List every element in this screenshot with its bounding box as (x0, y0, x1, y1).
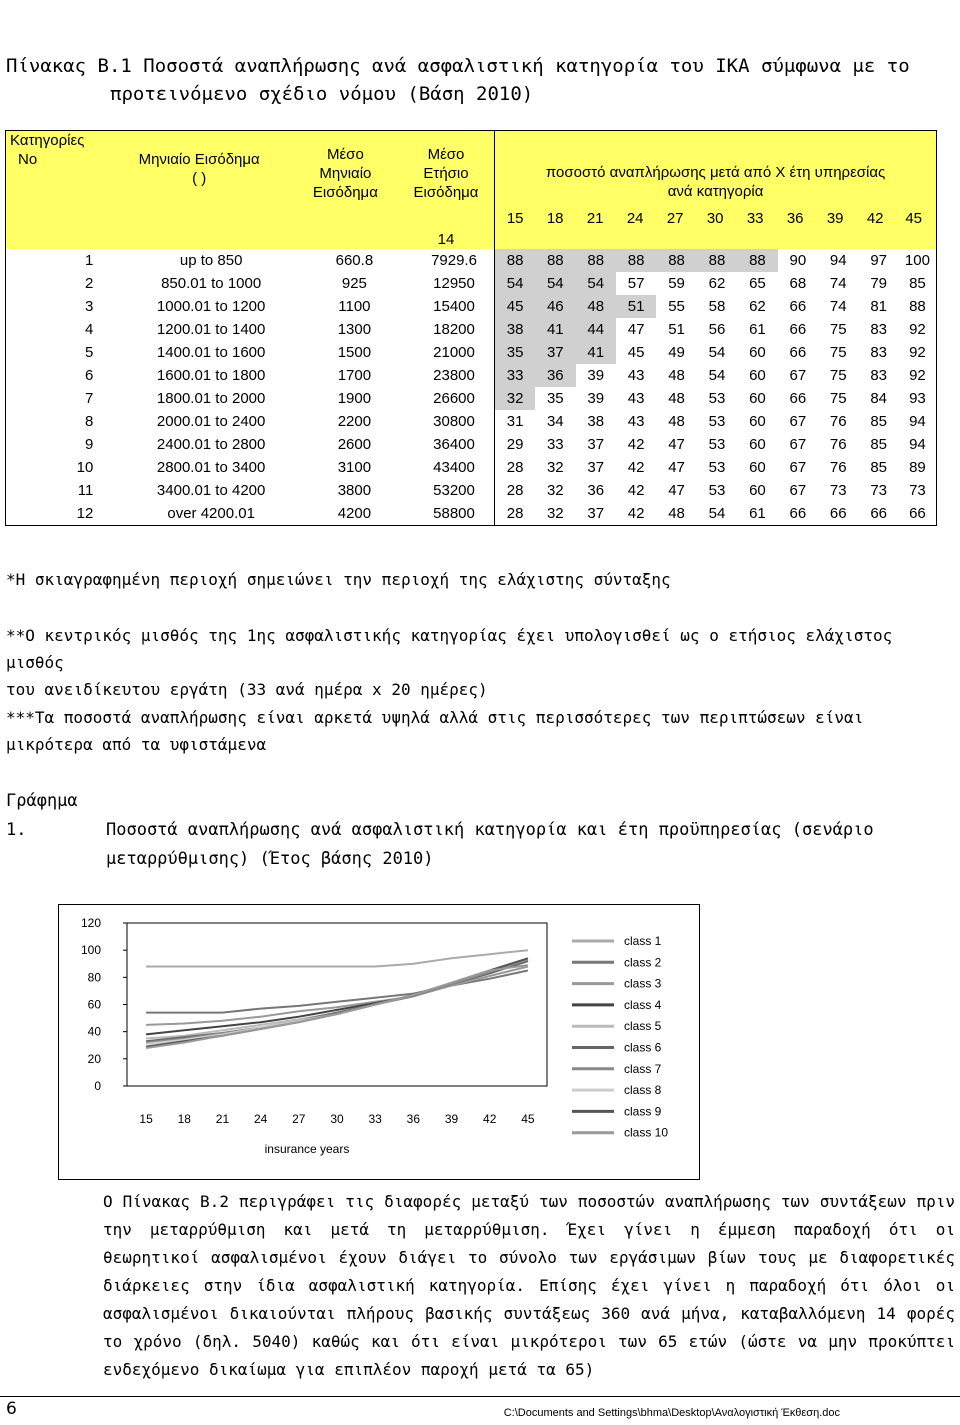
rate-cell: 54 (708, 367, 726, 384)
rate-cell: 85 (899, 272, 937, 295)
table-cell: 4 (6, 318, 106, 341)
header-avg-monthly: Μέσο (327, 146, 364, 163)
rate-cell: 54 (495, 272, 535, 295)
rate-cell: 67 (789, 436, 807, 453)
table-cell: 10 (6, 456, 106, 479)
rate-cell: 48 (668, 413, 685, 430)
rate-cell: 42 (627, 459, 645, 476)
rate-cell: 43 (627, 390, 645, 407)
rate-cell: 42 (627, 436, 645, 453)
rate-cell: 65 (749, 275, 766, 292)
rate-cell: 53 (708, 459, 726, 476)
rate-cell: 94 (899, 410, 937, 433)
rate-cell: 88 (576, 249, 616, 272)
page-title (6, 52, 946, 108)
rate-cell: 39 (587, 390, 605, 407)
table-cell: 26600 (433, 390, 475, 407)
rate-cell: 67 (789, 367, 807, 384)
table-cell: 1500 (337, 344, 372, 361)
table-row (6, 479, 937, 502)
table-cell: 12 (6, 502, 106, 526)
rate-cell: 66 (858, 502, 898, 526)
header-avg-annual: Μέσο (427, 146, 465, 163)
rate-cell: 33 (495, 364, 535, 387)
replacement-rate-chart (59, 905, 699, 1179)
rate-cell: 31 (495, 410, 535, 433)
rate-cell: 60 (749, 436, 766, 453)
rate-cell: 48 (668, 367, 685, 384)
table-row (6, 433, 937, 456)
rate-cell: 43 (627, 413, 645, 430)
header-rate-title: ποσοστό αναπλήρωσης μετά από Χ έτη υπηρεσίας (545, 164, 886, 181)
rate-cell: 100 (899, 249, 937, 272)
rate-cell: 66 (789, 390, 807, 407)
rate-cell: 54 (576, 272, 616, 295)
table-cell: over 4200.01 (105, 502, 293, 526)
rate-cell: 75 (829, 390, 847, 407)
table-cell: 5 (6, 341, 106, 364)
table-row (6, 502, 937, 526)
table-cell: 18200 (433, 321, 475, 338)
table-cell: 1100 (338, 298, 371, 315)
rate-cell: 44 (576, 318, 616, 341)
rate-cell: 93 (899, 387, 937, 410)
x-tick-label: 36 (406, 1112, 421, 1126)
table-cell: 1300 (337, 321, 372, 338)
x-tick-label: 15 (139, 1112, 153, 1126)
table-row (6, 249, 937, 272)
legend-label: class 9 (624, 1104, 662, 1119)
header-monthly-income: Μηνιαίο Εισόδημα (138, 151, 260, 168)
y-tick-label: 40 (87, 1024, 101, 1039)
rate-cell: 84 (870, 390, 888, 407)
rate-cell: 60 (749, 367, 766, 384)
rate-cell: 53 (708, 482, 726, 499)
rate-cell: 32 (495, 387, 535, 410)
rate-cell: 94 (899, 433, 937, 456)
year-header: 45 (905, 210, 923, 227)
rate-cell: 42 (627, 482, 645, 499)
y-tick-label: 0 (94, 1079, 101, 1093)
rate-cell: 75 (829, 344, 847, 361)
year-header: 33 (746, 210, 764, 227)
x-tick-label: 45 (521, 1112, 535, 1126)
rate-cell: 54 (697, 502, 737, 526)
rate-cell: 46 (535, 295, 575, 318)
year-header: 24 (626, 210, 644, 227)
rate-cell: 90 (789, 252, 807, 269)
rate-cell: 83 (870, 344, 888, 361)
graph-title: Γράφημα 1. Ποσοστά αναπλήρωσης ανά ασφαλιστική κατηγορία και έτη προϋπηρεσίας (σενάριο μεταρρύθμισης) (Έτος βάσης 2010) (6, 787, 946, 874)
legend-label: class 8 (624, 1083, 662, 1098)
table-cell: 1800.01 to 2000 (156, 390, 266, 407)
rate-cell: 51 (668, 321, 685, 338)
rate-cell: 35 (495, 341, 535, 364)
table-row (6, 387, 937, 410)
title-line-2: προτεινόμενο σχέδιο νόμου (Βάση 2010) (110, 83, 534, 105)
table-cell: up to 850 (179, 252, 243, 269)
table-cell: 1600.01 to 1800 (156, 367, 266, 384)
table-cell: 6 (6, 364, 106, 387)
table-cell: 850.01 to 1000 (161, 275, 262, 292)
year-header: 18 (546, 210, 564, 227)
table-cell: 1200.01 to 1400 (156, 321, 266, 338)
y-tick-label: 100 (80, 943, 101, 958)
table-cell: 12950 (433, 275, 475, 292)
table-cell: 2 (6, 272, 106, 295)
year-header: 36 (786, 210, 804, 227)
rate-cell: 35 (546, 390, 564, 407)
table-cell: 3100 (337, 459, 372, 476)
rate-cell: 43 (627, 367, 645, 384)
table-cell: 2600 (337, 436, 372, 453)
rate-cell: 66 (789, 298, 807, 315)
rate-cell: 76 (829, 413, 847, 430)
table-cell: 23800 (433, 367, 475, 384)
rate-cell: 62 (749, 298, 766, 315)
rate-cell: 37 (587, 436, 605, 453)
x-tick-label: 21 (215, 1112, 230, 1126)
rate-cell: 48 (576, 295, 616, 318)
table-cell: 3400.01 to 4200 (156, 482, 266, 499)
rate-cell: 37 (587, 459, 605, 476)
rate-cell: 38 (587, 413, 605, 430)
rate-cell: 60 (749, 482, 766, 499)
table-cell: 15400 (433, 298, 475, 315)
rate-cell: 61 (737, 502, 777, 526)
rate-cell: 92 (899, 341, 937, 364)
chart-frame (58, 904, 700, 1180)
legend-label: class 10 (624, 1125, 669, 1140)
rate-cell: 88 (495, 249, 535, 272)
table-cell: 2400.01 to 2800 (156, 436, 266, 453)
legend-label: class 5 (624, 1019, 662, 1034)
rate-cell: 61 (749, 321, 766, 338)
rate-cell: 47 (668, 459, 685, 476)
rate-cell: 53 (708, 413, 726, 430)
table-cell: 2200 (337, 413, 372, 430)
rate-cell: 54 (535, 272, 575, 295)
table-cell: 1900 (337, 390, 372, 407)
rate-cell: 75 (829, 367, 847, 384)
rate-cell: 55 (668, 298, 685, 315)
rate-cell: 58 (708, 298, 726, 315)
rate-cell: 94 (829, 252, 847, 269)
rate-cell: 37 (535, 341, 575, 364)
rate-cell: 66 (778, 502, 818, 526)
title-line-1: Πίνακας Β.1 Ποσοστά αναπλήρωσης ανά ασφαλιστική κατηγορία του ΙΚΑ σύμφωνα με το (6, 55, 910, 77)
graph-label: Γράφημα 1. (6, 791, 78, 840)
y-tick-label: 80 (87, 970, 101, 985)
legend-label: class 1 (624, 934, 662, 948)
rate-cell: 28 (495, 456, 535, 479)
rate-cell: 51 (616, 295, 656, 318)
rate-cell: 66 (789, 321, 807, 338)
rate-cell: 60 (749, 413, 766, 430)
rate-cell: 88 (737, 249, 777, 272)
x-tick-label: 39 (444, 1112, 459, 1126)
table-cell: 30800 (433, 413, 475, 430)
rate-cell: 41 (576, 341, 616, 364)
rate-cell: 54 (708, 344, 726, 361)
year-header: 21 (586, 210, 604, 227)
rate-cell: 36 (587, 482, 605, 499)
legend-label: class 2 (624, 955, 662, 970)
legend-label: class 7 (624, 1061, 662, 1076)
rate-cell: 85 (870, 436, 888, 453)
table-cell: 1 (6, 249, 106, 272)
rate-cell: 76 (829, 459, 847, 476)
rate-cell: 48 (668, 390, 685, 407)
table-cell: 11 (6, 479, 106, 502)
table-cell: 8 (6, 410, 106, 433)
legend-label: class 3 (624, 976, 662, 991)
rate-cell: 28 (495, 502, 535, 526)
rate-cell: 34 (546, 413, 564, 430)
rate-cell: 62 (708, 275, 726, 292)
rate-cell: 32 (546, 459, 564, 476)
year-header: 30 (706, 210, 724, 227)
rate-cell: 32 (535, 502, 575, 526)
rate-cell: 60 (749, 459, 766, 476)
table-cell: 21000 (433, 344, 475, 361)
rate-cell: 67 (789, 413, 807, 430)
rate-cell: 59 (668, 275, 685, 292)
rate-cell: 48 (656, 502, 696, 526)
rate-cell: 89 (899, 456, 937, 479)
rate-cell: 49 (668, 344, 685, 361)
rate-cell: 76 (829, 436, 847, 453)
rate-cell: 47 (627, 321, 645, 338)
table-row (6, 318, 937, 341)
rate-cell: 33 (546, 436, 564, 453)
rate-cell: 66 (789, 344, 807, 361)
year-header: 27 (666, 210, 684, 227)
rate-cell: 38 (495, 318, 535, 341)
table-row (6, 341, 937, 364)
x-axis-label: insurance years (264, 1142, 350, 1156)
rate-cell: 73 (870, 482, 888, 499)
rate-cell: 47 (668, 436, 685, 453)
rate-cell: 37 (576, 502, 616, 526)
table-row (6, 364, 937, 387)
year-header: 39 (826, 210, 844, 227)
page-footer (0, 1396, 960, 1425)
table-cell: 1700 (337, 367, 372, 384)
replacement-rate-table: Κατηγορίες Νο Μηνιαίο Εισόδημα ( ) Μέσο Μηνιαίο Εισόδημα Μέσο Ετήσιο Εισόδημα 14 ποσοστό αναπλήρωσης μετά από Χ έτη υπηρεσίας ανά κατηγορία 15 18 21 24 27 30 33 36 39 42 45 1 up to 850 660.8 7929.6 88 88 88 88 88 88 88 90 94 97 100 2 850.01 to 1000 925 12950 54 54 54 57 59 62 65 68 74 79 85 3 1000.01 to 1200 1100 15400 45 46 48 51 55 58 62 66 74 81 88 4 1200.01 to 1400 1300 18200 38 41 44 47 51 56 61 66 75 83 92 5 1400.01 to 1600 1500 21000 35 37 41 45 49 54 60 66 75 83 92 6 1600.01 to 1800 1700 23800 33 36 39 43 48 54 60 67 75 83 92 7 1800.01 to 2000 1900 26600 32 35 39 43 48 53 60 66 75 84 93 8 2000.01 to 2400 2200 30800 31 34 38 43 48 53 60 67 76 85 94 9 2400.01 to 2800 2600 36400 29 33 37 42 47 53 60 67 76 85 94 10 2800.01 to 3400 3100 43400 28 32 37 42 47 53 60 67 76 85 89 11 3400.01 to 4200 3800 53200 28 32 36 42 47 53 60 67 73 73 73 12 over 4200.01 4200 58800 28 32 37 42 48 54 61 66 66 66 66 (5, 130, 937, 526)
note-central-wage: **Ο κεντρικός μισθός της 1ης ασφαλιστικής κατηγορίας έχει υπολογισθεί ως ο ετήσιος ελάχιστος μισθός του ανειδίκευτου εργάτη (33 ανά ημέρα x 20 ημέρες) (6, 626, 893, 699)
year-header: 42 (866, 210, 884, 227)
table-cell: 7 (6, 387, 106, 410)
rate-cell: 29 (495, 433, 535, 456)
rate-cell: 66 (899, 502, 937, 526)
rate-cell: 56 (708, 321, 726, 338)
header-years (495, 201, 936, 228)
header-categories: Κατηγορίες (10, 132, 85, 149)
rate-cell: 85 (870, 413, 888, 430)
rate-cell: 60 (749, 390, 766, 407)
x-tick-label: 42 (483, 1112, 497, 1126)
y-tick-label: 60 (87, 997, 101, 1012)
table-cell: 7929.6 (431, 252, 477, 269)
rate-cell: 28 (495, 479, 535, 502)
rate-cell: 66 (818, 502, 858, 526)
table-cell: 58800 (398, 502, 495, 526)
table-cell: 36400 (433, 436, 475, 453)
table-row (6, 410, 937, 433)
rate-cell: 45 (495, 295, 535, 318)
table-cell: 9 (6, 433, 106, 456)
rate-cell: 67 (789, 459, 807, 476)
table-cell: 1400.01 to 1600 (156, 344, 266, 361)
rate-cell: 74 (829, 275, 847, 292)
rate-cell: 88 (656, 249, 696, 272)
rate-cell: 47 (668, 482, 685, 499)
note-shaded: *Η σκιαγραφημένη περιοχή σημειώνει την περιοχή της ελάχιστης σύνταξης (6, 570, 671, 589)
rate-cell: 83 (870, 367, 888, 384)
legend-label: class 4 (624, 997, 662, 1012)
rate-cell: 88 (899, 295, 937, 318)
rate-cell: 88 (535, 249, 575, 272)
rate-cell: 60 (749, 344, 766, 361)
table-cell: 53200 (433, 482, 475, 499)
rate-cell: 73 (829, 482, 847, 499)
rate-cell: 68 (789, 275, 807, 292)
rate-cell: 41 (535, 318, 575, 341)
rate-cell: 57 (627, 275, 645, 292)
table-cell: 43400 (433, 459, 475, 476)
x-tick-label: 24 (253, 1112, 268, 1126)
table-cell: 4200 (293, 502, 398, 526)
plot-area (127, 923, 547, 1086)
note-rates: ***Τα ποσοστά αναπλήρωσης είναι αρκετά υψηλά αλλά στις περισσότερες των περιπτώσεων είναι μικρότερα από τα υφιστάμενα (6, 708, 864, 754)
table-cell: 3800 (337, 482, 372, 499)
table-cell: 2800.01 to 3400 (156, 459, 266, 476)
rate-cell: 92 (899, 318, 937, 341)
table-cell: 925 (341, 275, 367, 292)
file-path: C:\Documents and Settings\bhma\Desktop\Αναλογιστική Έκθεση.doc (503, 1407, 840, 1419)
x-tick-label: 18 (177, 1112, 191, 1126)
rate-cell: 81 (870, 298, 888, 315)
rate-cell: 92 (899, 364, 937, 387)
rate-cell: 45 (627, 344, 645, 361)
y-tick-label: 20 (87, 1051, 101, 1066)
rate-cell: 83 (870, 321, 888, 338)
year-header: 15 (506, 210, 524, 227)
rate-cell: 97 (870, 252, 888, 269)
rate-cell: 32 (546, 482, 564, 499)
x-tick-label: 33 (368, 1112, 382, 1126)
rate-cell: 53 (708, 390, 726, 407)
header-currency: ( ) (192, 170, 207, 187)
table-row (6, 456, 937, 479)
x-tick-label: 27 (292, 1112, 306, 1126)
rate-cell: 74 (829, 298, 847, 315)
rate-cell: 88 (616, 249, 656, 272)
rate-cell: 53 (708, 436, 726, 453)
rate-cell: 42 (616, 502, 656, 526)
table-cell: 660.8 (335, 252, 374, 269)
table-cell: 1000.01 to 1200 (156, 298, 266, 315)
page-number: 6 (6, 1399, 17, 1419)
rate-cell: 67 (789, 482, 807, 499)
legend-label: class 6 (624, 1040, 662, 1055)
table-cell: 3 (6, 295, 106, 318)
y-tick-label: 120 (80, 916, 101, 930)
table-cell: 2000.01 to 2400 (156, 413, 266, 430)
rate-cell: 79 (870, 275, 888, 292)
x-tick-label: 30 (330, 1112, 344, 1126)
table-row (6, 295, 937, 318)
rate-cell: 73 (899, 479, 937, 502)
rate-cell: 75 (829, 321, 847, 338)
body-paragraph: Ο Πίνακας Β.2 περιγράφει τις διαφορές μεταξύ των ποσοστών αναπλήρωσης των συντάξεων πριν την μεταρρύθμιση και μετά τη μεταρρύθμιση. Έχει γίνει η έμμεση παραδοχή ότι οι θεωρητικοί ασφαλισμένοι έχουν διάγει το σύνολο των εργάσιμων βίων τους με διαφορετικές διάρκειες στην ίδια ασφαλιστική κατηγορία. Επίσης έχει γίνει η παραδοχή ότι όλοι οι ασφαλισμένοι δικαιούνται πλήρους βασικής συντάξεως 360 ανά μήνα, καταβαλλόμενη 14 φορές το χρόνο (δηλ. 5040) καθώς και ότι είναι μικρότεροι των 65 ετών (ώστε να μην προκύπτει ενδεχόμενο δικαίωμα για επιπλέον παροχή μετά τα 65) (103, 1192, 955, 1379)
rate-cell: 85 (870, 459, 888, 476)
table-row (6, 272, 937, 295)
header-no: Νο (18, 151, 38, 168)
rate-cell: 88 (697, 249, 737, 272)
rate-cell: 36 (535, 364, 575, 387)
rate-cell: 39 (587, 367, 605, 384)
